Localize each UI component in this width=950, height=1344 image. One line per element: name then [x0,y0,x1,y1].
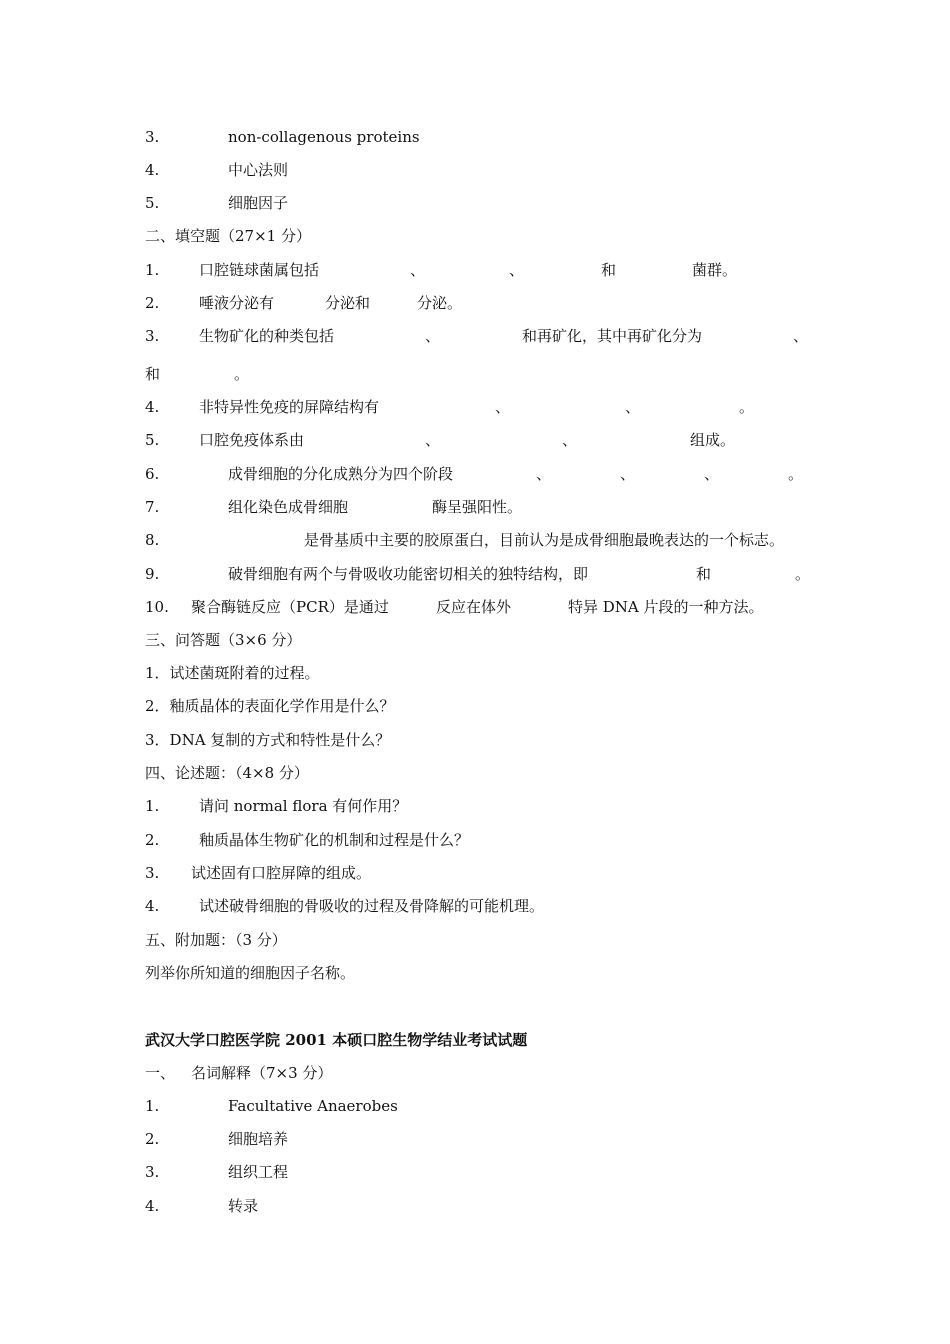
question-text: 试述破骨细胞的骨吸收的过程及骨降解的可能机理。 [199,897,545,915]
item-number: 1. [145,1097,160,1115]
question-part: 特异 DNA 片段的一种方法。 [568,598,764,616]
item-text: 细胞因子 [228,194,289,212]
question-text: 列举你所知道的细胞因子名称。 [145,964,356,982]
item-text: 转录 [228,1197,259,1215]
item-number: 9. [145,565,160,583]
question-part: 、 [536,465,552,483]
question-part: 口腔免疫体系由 [199,431,305,449]
question-part: 、 [495,398,511,416]
question-part: 。 [234,365,250,383]
item-text: 中心法则 [228,161,289,179]
question-part: 破骨细胞有两个与骨吸收功能密切相关的独特结构，即 [228,565,589,583]
item-text: 细胞培养 [228,1130,289,1148]
question-part: 分泌和 [325,294,371,312]
item-number: 3. [145,128,160,146]
item-number: 2. [145,1130,160,1148]
question-part: 、 [625,398,641,416]
question-part: 反应在体外 [436,598,512,616]
question-part: 。 [795,565,811,583]
question-part: 、 [704,465,720,483]
item-number: 5. [145,431,160,449]
question-text: 釉质晶体生物矿化的机制和过程是什么？ [199,831,470,849]
item-number: 1. [145,797,160,815]
question-part: 。 [788,465,804,483]
item-number: 10. [145,598,169,616]
question-part: 聚合酶链反应（PCR）是通过 [191,598,389,616]
question-part: 唾液分泌有 [199,294,275,312]
item-number: 6. [145,465,160,483]
item-number: 3. [145,327,160,345]
item-text: Facultative Anaerobes [228,1097,398,1115]
question-part: 和再矿化，其中再矿化分为 [522,327,703,345]
item-number: 8. [145,531,160,549]
question-text: 试述固有口腔屏障的组成。 [191,864,372,882]
question-part: 分泌。 [417,294,463,312]
question-text: 3．DNA 复制的方式和特性是什么？ [145,731,391,749]
item-number: 4. [145,398,160,416]
item-number: 2. [145,831,160,849]
question-part: 、 [793,327,809,345]
section-number: 一、 [145,1064,176,1082]
question-part: 菌群。 [692,261,738,279]
question-text: 1．试述菌斑附着的过程。 [145,664,320,682]
item-number: 3. [145,1163,160,1181]
question-text: 请问 normal flora 有何作用？ [199,797,408,815]
question-part: 组化染色成骨细胞 [228,498,349,516]
question-part: 组成。 [690,431,736,449]
section-title: 四、论述题：（4×8 分） [145,764,309,782]
question-part: 成骨细胞的分化成熟分为四个阶段 [228,465,454,483]
question-part: 口腔链球菌属包括 [199,261,320,279]
question-part: 、 [425,431,441,449]
item-number: 4. [145,161,160,179]
question-part: 生物矿化的种类包括 [199,327,335,345]
question-part: 酶呈强阳性。 [432,498,523,516]
question-text: 2．釉质晶体的表面化学作用是什么？ [145,697,395,715]
item-number: 1. [145,261,160,279]
item-number: 4. [145,1197,160,1215]
question-part: 非特异性免疫的屏障结构有 [199,398,380,416]
question-part: 、 [410,261,426,279]
question-part: 、 [562,431,578,449]
section-title: 二、填空题（27×1 分） [145,227,311,245]
item-number: 2. [145,294,160,312]
item-number: 7. [145,498,160,516]
question-part: 。 [739,398,755,416]
section-title: 五、附加题：（3 分） [145,931,287,949]
exam-title-text: 武汉大学口腔医学院 2001 本硕口腔生物学结业考试试题 [145,1031,528,1049]
item-number: 4. [145,897,160,915]
question-part: 和 [601,261,617,279]
item-text: non-collagenous proteins [228,128,420,146]
question-part: 、 [425,327,441,345]
item-text: 组织工程 [228,1163,289,1181]
question-part: 、 [509,261,525,279]
question-part: 和 [696,565,712,583]
section-title: 三、问答题（3×6 分） [145,631,302,649]
question-part: 、 [620,465,636,483]
item-number: 5. [145,194,160,212]
question-part: 和 [145,365,161,383]
item-number: 3. [145,864,160,882]
question-part: 是骨基质中主要的胶原蛋白，目前认为是成骨细胞最晚表达的一个标志。 [304,531,785,549]
section-title: 名词解释（7×3 分） [191,1064,333,1082]
